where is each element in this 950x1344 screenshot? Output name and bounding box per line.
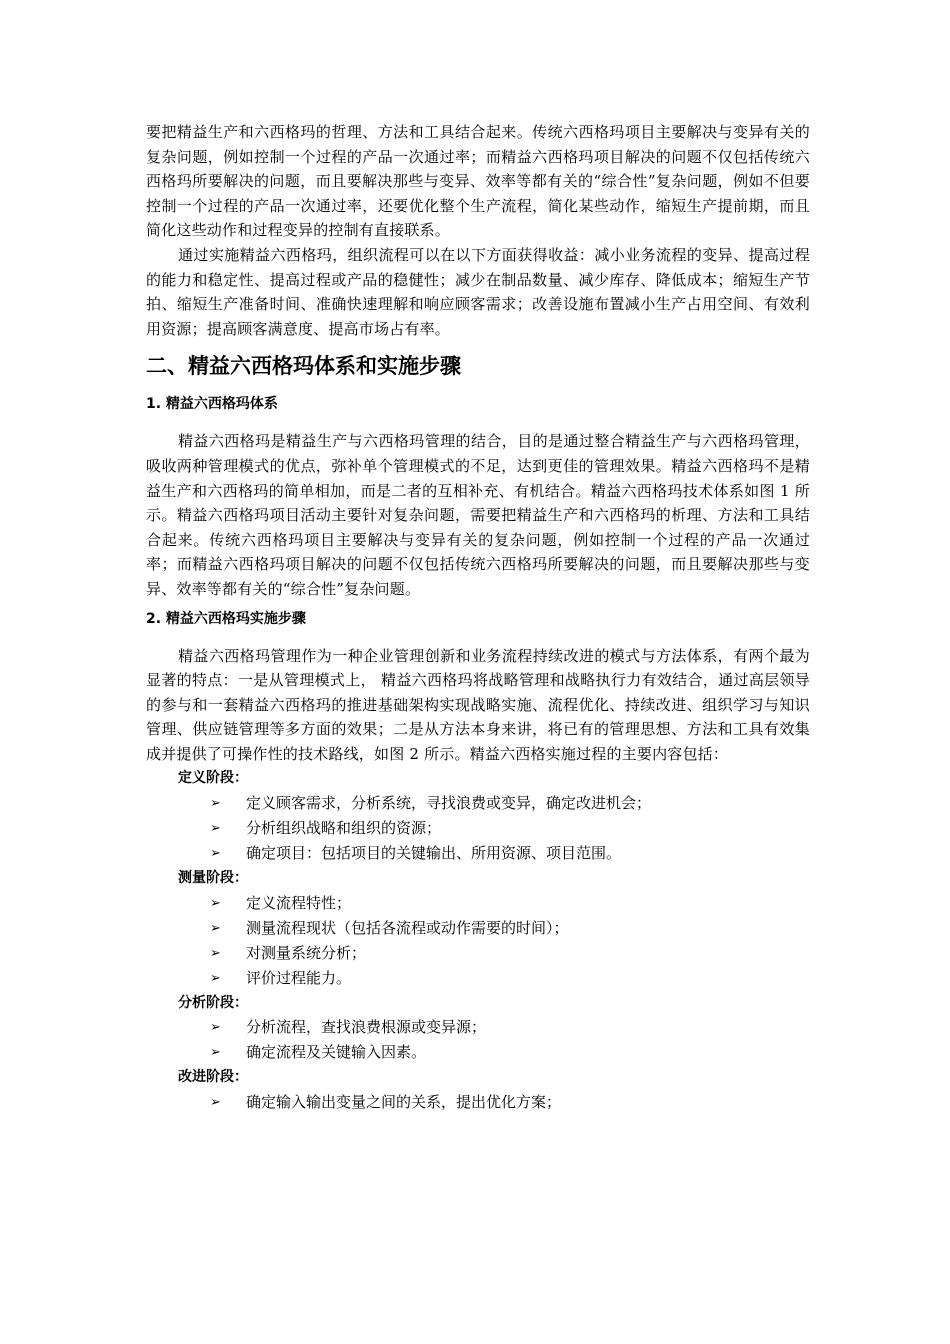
steps-paragraph: 精益六西格玛管理作为一种企业管理创新和业务流程持续改进的模式与方法体系，有两个最为显著的特点：一是从管理模式上， 精益六西格玛将战略管理和战略执行力有效结合，通过高层领导的参与和一套精益六西格玛的推进基础架构实现战略实施、流程优化、持续改进、组织学习与知识管理、供应链管理等多方面的效果；二是从方法本身来讲，将已有的管理思想、方法和工具有效集成并提供了可操作性的技术路线，如图 2 所示。精益六西格实施过程的主要内容包括： bbox=[146, 646, 810, 763]
arrow-bullet-icon: ➢ bbox=[210, 846, 221, 862]
list-item: ➢ 定义顾客需求，分析系统，寻找浪费或变异，确定改进机会； bbox=[210, 791, 810, 816]
arrow-bullet-icon: ➢ bbox=[210, 920, 221, 936]
list-item: ➢ 分析组织战略和组织的资源； bbox=[210, 816, 810, 841]
measure-list bbox=[146, 891, 810, 991]
arrow-bullet-icon: ➢ bbox=[210, 945, 221, 961]
stage-label-define: 定义阶段： bbox=[178, 770, 248, 787]
list-item: ➢ 确定项目：包括项目的关键输出、所用资源、项目范围。 bbox=[210, 841, 810, 866]
define-list bbox=[146, 791, 810, 866]
arrow-bullet-icon: ➢ bbox=[210, 1020, 221, 1036]
list-item: ➢ 评价过程能力。 bbox=[210, 966, 810, 991]
stage-label-analyze: 分析阶段： bbox=[178, 994, 248, 1011]
arrow-bullet-icon: ➢ bbox=[210, 970, 221, 986]
system-paragraph: 精益六西格玛是精益生产与六西格玛管理的结合，目的是通过整合精益生产与六西格玛管理，吸收两种管理模式的优点，弥补单个管理模式的不足，达到更佳的管理效果。精益六西格玛不是精益生产和六西格玛的简单相加，而是二者的互相补充、有机结合。精益六西格玛技术体系如图 1 所示。精益六西格玛项目活动主要针对复杂问题，需要把精益生产和六西格玛的析理、方法和工具结合起来。传统六西格玛项目主要解决与变异有关的复杂问题，例如控制一个过程的产品一次通过率；而精益六西格玛项目解决的问题不仅包括传统六西格玛所要解决的问题，而且要解决那些与变异、效率等都有关的“综合性”复杂问题。 bbox=[146, 432, 810, 598]
intro-paragraph-1: 要把精益生产和六西格玛的哲理、方法和工具结合起来。传统六西格玛项目主要解决与变异有关的复杂问题，例如控制一个过程的产品一次通过率；而精益六西格玛项目解决的问题不仅包括传统六西格玛所要解决的问题，而且要解决那些与变异、效率等都有关的“综合性”复杂问题，例如不但要控制一个过程的产品一次通过率，还要优化整个生产流程，简化某些动作，缩短生产提前期，而且简化这些动作和过程变异的控制有直接联系。 bbox=[146, 123, 810, 240]
stage-label-measure: 测量阶段： bbox=[178, 870, 248, 887]
stage-label-improve: 改进阶段： bbox=[178, 1069, 248, 1086]
list-item: ➢ 对测量系统分析； bbox=[210, 941, 810, 966]
list-item: ➢ 确定流程及关键输入因素。 bbox=[210, 1040, 810, 1065]
intro-paragraph-2: 通过实施精益六西格玛，组织流程可以在以下方面获得收益：减小业务流程的变异、提高过程的能力和稳定性、提高过程或产品的稳健性；减少在制品数量、减少库存、降低成本；缩短生产节拍、缩短生产准备时间、准确快速理解和响应顾客需求；改善设施布置减小生产占用空间、有效利用资源；提高顾客满意度、提高市场占有率。 bbox=[146, 245, 810, 338]
improve-list bbox=[146, 1090, 810, 1115]
list-item: ➢ 确定输入输出变量之间的关系，提出优化方案； bbox=[210, 1090, 810, 1115]
arrow-bullet-icon: ➢ bbox=[210, 1094, 221, 1110]
list-item: ➢ 定义流程特性； bbox=[210, 891, 810, 916]
list-item: ➢ 测量流程现状（包括各流程或动作需要的时间）； bbox=[210, 916, 810, 941]
subsection-heading-2: 2. 精益六西格玛实施步骤 bbox=[146, 610, 306, 627]
arrow-bullet-icon: ➢ bbox=[210, 895, 221, 911]
list-item: ➢ 分析流程，查找浪费根源或变异源； bbox=[210, 1015, 810, 1040]
analyze-list bbox=[146, 1015, 810, 1065]
arrow-bullet-icon: ➢ bbox=[210, 796, 221, 812]
subsection-heading-1: 1. 精益六西格玛体系 bbox=[146, 396, 278, 413]
section-heading: 二、精益六西格玛体系和实施步骤 bbox=[146, 354, 461, 379]
document-page bbox=[146, 120, 810, 1115]
arrow-bullet-icon: ➢ bbox=[210, 1045, 221, 1061]
arrow-bullet-icon: ➢ bbox=[210, 821, 221, 837]
